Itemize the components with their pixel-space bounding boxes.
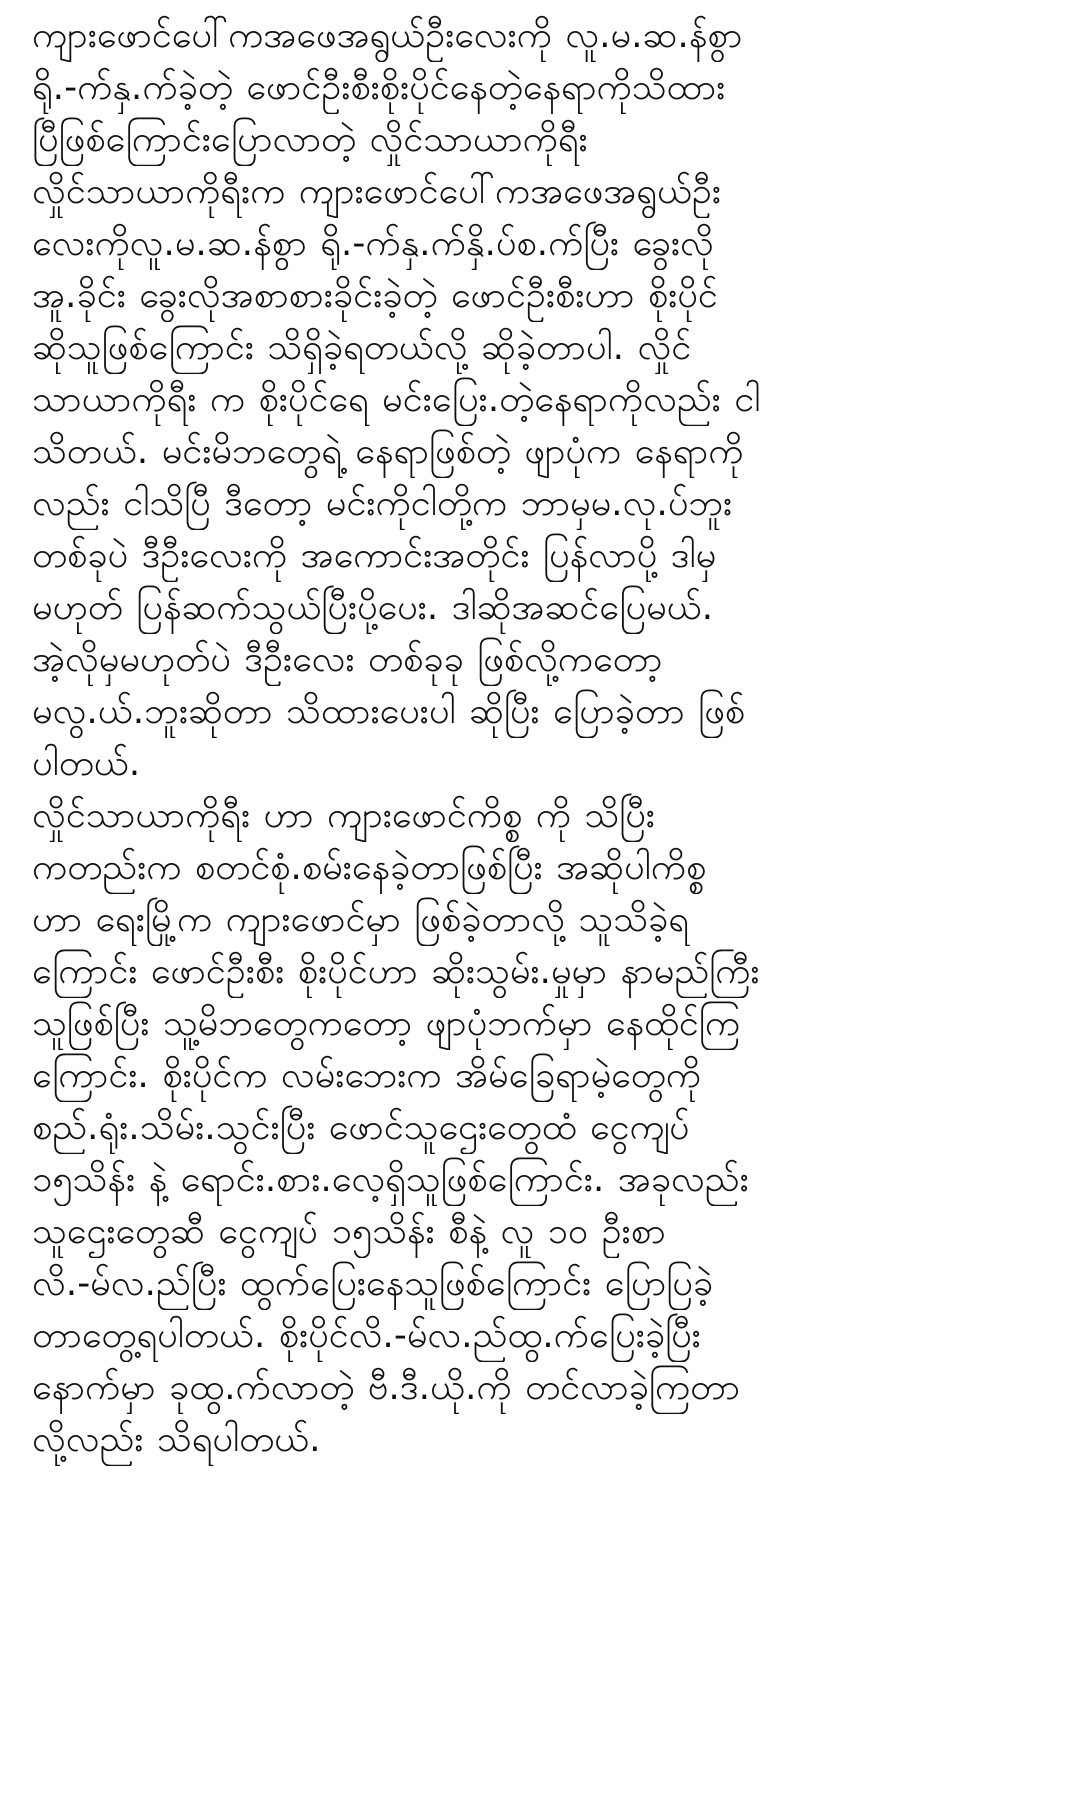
text-line: မလွ.ယ်.ဘူးဆိုတာ သိထားပေးပါ ဆိုပြီး ပြောခဲ့တာ ဖြစ် [32, 691, 746, 732]
text-line: အူ.ခိုင်း ခွေးလိုအစာစားခိုင်းခဲ့တဲ့ ဖောင်ဦးစီးဟာ စိုးပိုင် [32, 275, 718, 316]
text-line: ကြောင်း ဖောင်ဦးစီး စိုးပိုင်ဟာ ဆိုးသွမ်း.မှုမှာ နာမည်ကြီး [32, 951, 760, 992]
text-line: လိ.-မ်လ.ည်ပြီး ထွက်ပြေးနေသူဖြစ်ကြောင်း ပြောပြခဲ့ [32, 1263, 714, 1304]
text-line: မဟုတ် ပြန်ဆက်သွယ်ပြီးပို့ပေး. ဒါဆိုအဆင်ပြေမယ်. [32, 587, 714, 628]
text-line: နောက်မှာ ခုထွ.က်လာတဲ့ ဗီ.ဒီ.ယို.ကို တင်လာခဲ့ကြတာ [32, 1367, 741, 1408]
text-line: တာတွေ့ရပါတယ်. စိုးပိုင်လိ.-မ်လ.ည်ထွ.က်ပြေးခဲ့ပြီး [32, 1315, 701, 1356]
text-line: ရို.-က်နှ.က်ခဲ့တဲ့ ဖောင်ဦးစီးစိုးပိုင်နေတဲ့နေရာကိုသိထား [32, 67, 726, 108]
text-line: လို့လည်း သိရပါတယ်. [32, 1419, 321, 1460]
text-line: သူဌေးတွေဆီ ငွေကျပ် ၁၅သိန်း စီနဲ့ လူ ၁၀ ဦးစာ [32, 1211, 666, 1252]
text-line: လှိုင်သာယာကိုရီးက ကျားဖောင်ပေါ်ကအဖေအရွယ်ဦး [32, 171, 722, 212]
text-line: သာယာကိုရီး က စိုးပိုင်ရေ မင်းပြေး.တဲ့နေရာကိုလည်း ငါ [32, 379, 761, 420]
paragraph-2 [32, 166, 1052, 790]
text-line: လှိုင်သာယာကိုရီး ဟာ ကျားဖောင်ကိစ္စ ကို သိပြီး [32, 795, 655, 836]
text-line: တစ်ခုပဲ ဒီဦးလေးကို အကောင်းအတိုင်း ပြန်လာပို့ ဒါမှ [32, 535, 717, 576]
text-line: စည်.ရုံး.သိမ်း.သွင်းပြီး ဖောင်သူဌေးတွေထံ ငွေကျပ် [32, 1107, 690, 1148]
text-line: ပါတယ်. [32, 743, 141, 784]
paragraph-3 [32, 790, 1052, 1466]
text-line: ၁၅သိန်း နဲ့ ရောင်း.စား.လေ့ရှိသူဖြစ်ကြောင်း. အခုလည်း [32, 1159, 749, 1200]
text-line: ကတည်းက စတင်စုံ.စမ်းနေခဲ့တာဖြစ်ပြီး အဆိုပါကိစ္စ [32, 847, 707, 888]
text-line: ဟာ ရေးမြို့က ကျားဖောင်မှာ ဖြစ်ခဲ့တာလို့ သူသိခဲ့ရ [32, 899, 689, 940]
text-line: ကျားဖောင်ပေါ်ကအဖေအရွယ်ဦးလေးကို လူ.မ.ဆ.န်စွာ [32, 15, 743, 56]
text-line: လေးကိုလူ.မ.ဆ.န်စွာ ရို.-က်နှ.က်နှိ.ပ်စ.က်ပြီး ခွေးလို [32, 223, 714, 264]
article-body [32, 10, 1052, 1466]
text-line: အဲ့လိုမှမဟုတ်ပဲ ဒီဦးလေး တစ်ခုခု ဖြစ်လို့ကတော့ [32, 639, 663, 680]
text-line: လည်း ငါသိပြီ ဒီတော့ မင်းကိုငါတို့က ဘာမှမ.လု.ပ်ဘူး [32, 483, 733, 524]
text-line: သူဖြစ်ပြီး သူ့မိဘတွေကတော့ ဖျာပုံဘက်မှာ နေထိုင်ကြ [32, 1003, 741, 1044]
text-line: ဆိုသူဖြစ်ကြောင်း သိရှိခဲ့ရတယ်လို့ ဆိုခဲ့တာပါ. လှိုင် [32, 327, 692, 368]
text-line: ပြီဖြစ်ကြောင်းပြောလာတဲ့ လှိုင်သာယာကိုရီး [32, 119, 588, 160]
text-line: သိတယ်. မင်းမိဘတွေရဲ့ နေရာဖြစ်တဲ့ ဖျာပုံက နေရာကို [32, 431, 744, 472]
text-line: ကြောင်း. စိုးပိုင်က လမ်းဘေးက အိမ်ခြေရာမဲ့တွေကို [32, 1055, 701, 1096]
paragraph-1 [32, 10, 1052, 166]
